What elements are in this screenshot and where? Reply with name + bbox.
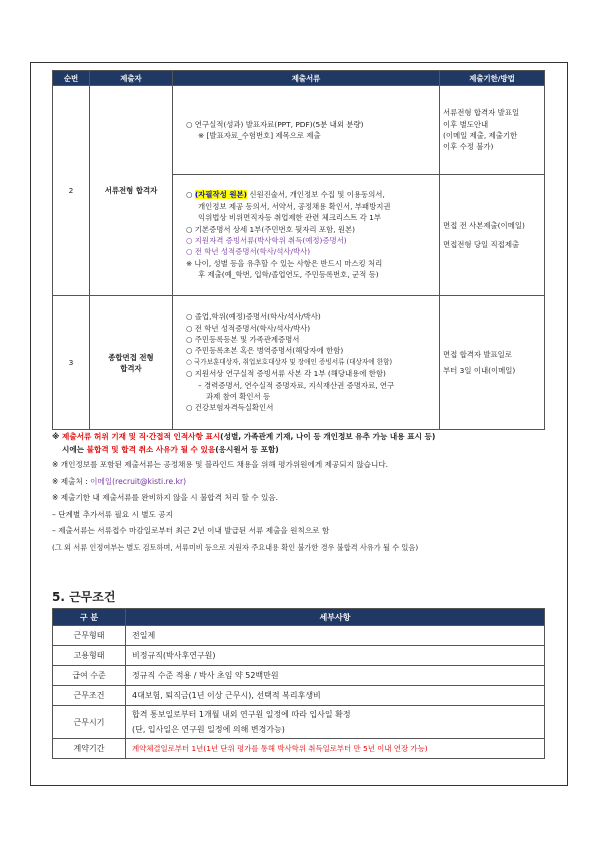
header-no: 순번 (53, 71, 90, 86)
doc-note: ※ 나이, 성별 등을 유추할 수 있는 사항은 반드시 마스킹 처리 (186, 258, 383, 268)
note-warning (52, 430, 552, 443)
row-number: 2 (53, 86, 90, 296)
deadline-line: (이메일 제출, 제출기한 (443, 131, 518, 140)
condition-value: 비정규직(박사후연구원) (126, 646, 545, 666)
deadline-line: 면접전형 당일 직접제출 (443, 240, 520, 249)
row-deadline (440, 175, 545, 296)
note-warning-cont (52, 443, 552, 457)
table-row (53, 86, 545, 175)
table-row (53, 706, 545, 739)
doc-line: 개인정보 제공 동의서, 서약서, 공정채용 확인서, 부패방지권 (198, 201, 391, 211)
condition-key: 급여 수준 (53, 666, 126, 686)
deadline-line: 면접 전 사본제출(이메일) (443, 220, 525, 230)
deadline-line: 서류전형 합격자 발표일 (443, 108, 520, 118)
table-row (53, 296, 545, 430)
note-other: (그 외 서류 인정여부는 별도 검토하며, 서류미비 등으로 지원자 주요내용 확인 불가한 경우 불합격 사유가 될 수 있음) (52, 542, 419, 552)
email-link[interactable]: 이메일(recruit@kisti.re.kr) (90, 476, 187, 486)
row-documents (173, 86, 440, 175)
highlight-text: (자필작성 원본) (194, 190, 247, 200)
note-text: (성별, 가족관계 기재, 나이 등 개인정보 유추 가능 내용 표시 등) (220, 432, 436, 441)
doc-line: ○ 전 학년 성적증명서(학사/석사/박사) (186, 247, 311, 257)
doc-text: 신원진술서, 개인정보 수집 및 이용동의서, (246, 190, 385, 200)
header-submitter: 제출자 (90, 71, 173, 86)
doc-line: ○ 주민등록등본 및 가족관계증명서 (186, 334, 300, 344)
condition-value: 정규직 수준 적용 / 박사 초임 약 52백만원 (126, 666, 545, 686)
doc-line: ○ 주민등록초본 혹은 병역증명서(해당자에 한함) (186, 346, 344, 356)
deadline-line: 이후 수정 불가) (443, 142, 494, 152)
deadline-line: 이후 별도안내 (443, 119, 489, 129)
condition-value: 계약체결일로부터 1년(1년 단위 평가를 통해 박사학위 취득일로부터 만 5년 이내 연장 가능) (126, 739, 545, 759)
doc-line: 익위법상 비위면직자등 취업제한 관련 체크리스트 각 1부 (198, 213, 382, 223)
condition-key: 계약기간 (53, 739, 126, 759)
note-extra: – 단계별 추가서류 필요 시 별도 공지 (52, 509, 173, 519)
header-documents: 제출서류 (173, 71, 440, 86)
doc-line: ○ 졸업,학위(예정)증명서(학사/석사/박사) (186, 312, 321, 322)
documents-table (52, 70, 545, 430)
table-row (53, 626, 545, 646)
doc-subline: 과제 참여 확인서 등 (206, 392, 271, 402)
submitter-line: 종합면접 전형 (108, 352, 154, 362)
note-issued: – 제출서류는 서류접수 마감일로부터 최근 2년 이내 발급된 서류 제출을 원칙으로 함 (52, 526, 330, 535)
condition-value (126, 706, 545, 739)
conditions-header (53, 609, 545, 626)
doc-line: ○ 국가보훈대상자, 취업보호대상자 및 장애인 증빙서류 (대상자에 한함) (186, 357, 393, 366)
condition-key: 근무형태 (53, 626, 126, 646)
doc-line: ○ 전 학년 성적증명서(학사/석사/박사) (186, 323, 311, 333)
note-red-text: 제출서류 허위 기재 및 직·간접적 인적사항 표시 (62, 432, 221, 441)
doc-line: ○ 기본증명서 상세 1부(주민번호 뒷자리 포함, 원본) (186, 224, 356, 234)
condition-line: 합격 통보일로부터 1개월 내외 연구원 일정에 따라 입사일 확정 (132, 710, 351, 719)
doc-line: ○ 지원자격 증빙서류(박사학위 취득(예정)증명서) (186, 236, 347, 245)
note-text: (응시원서 등 포함) (215, 445, 279, 454)
note-text: 시에는 (62, 445, 87, 454)
row-deadline (440, 296, 545, 430)
submitter-line: 합격자 (120, 363, 142, 373)
header-category: 구 분 (53, 609, 126, 626)
doc-line: ○ 연구실적(성과) 발표자료(PPT, PDF)(5분 내외 분량) (186, 119, 364, 129)
note-red-text: 불합격 및 합격 취소 사유가 될 수 있음 (86, 445, 216, 454)
table-row (53, 666, 545, 686)
row-submitter: 서류전형 합격자 (90, 86, 173, 296)
condition-line: (단, 입사일은 연구원 일정에 의해 변경가능) (132, 725, 285, 734)
table-row (53, 686, 545, 706)
note-deadline: ※ 제출기한 내 제출서류를 완비하지 않을 시 불합격 처리 할 수 있음. (52, 493, 279, 502)
table-row (53, 739, 545, 759)
row-deadline (440, 86, 545, 175)
deadline-line: 부터 3일 이내(이메일) (443, 365, 516, 375)
note-text: ※ 제출처 : (52, 476, 91, 486)
condition-key: 고용형태 (53, 646, 126, 666)
condition-value: 4대보험, 퇴직금(1년 이상 근무시), 선택적 복리후생비 (126, 686, 545, 706)
note-submit-to (52, 474, 552, 491)
doc-line: ○ 지원서상 연구실적 증빙서류 사본 각 1부 (해당내용에 한함) (186, 369, 386, 379)
conditions-table (52, 608, 545, 759)
row-number: 3 (53, 296, 90, 430)
doc-note: 후 제출(예_학번, 입학/졸업연도, 주민등록번호, 군적 등) (198, 270, 379, 280)
table-row (53, 646, 545, 666)
row-submitter (90, 296, 173, 430)
note-mark: ※ (52, 432, 63, 441)
documents-table-header (53, 71, 545, 86)
section-title: 5. 근무조건 (52, 590, 116, 604)
header-details: 세부사항 (126, 609, 545, 626)
row-documents (173, 296, 440, 430)
condition-key: 근무조건 (53, 686, 126, 706)
deadline-line: 면접 합격자 발표일로 (443, 350, 512, 360)
row-documents (173, 175, 440, 296)
doc-subline: – 경력증명서, 연수실적 증명자료, 지식재산권 증명자료, 연구 (198, 380, 395, 390)
condition-value: 전일제 (126, 626, 545, 646)
notes-block (52, 430, 552, 556)
doc-note: ※ [발표자료_수험번호] 제목으로 제출 (198, 131, 321, 140)
bullet: ○ (186, 190, 195, 200)
condition-key: 근무시기 (53, 706, 126, 739)
note-privacy: ※ 개인정보를 포함된 제출서류는 공정채용 및 블라인드 채용을 위해 평가위원에게 제공되지 않습니다. (52, 460, 389, 469)
doc-line: ○ 건강보험자격득실확인서 (186, 403, 274, 413)
header-deadline: 제출기한/방법 (440, 71, 545, 86)
